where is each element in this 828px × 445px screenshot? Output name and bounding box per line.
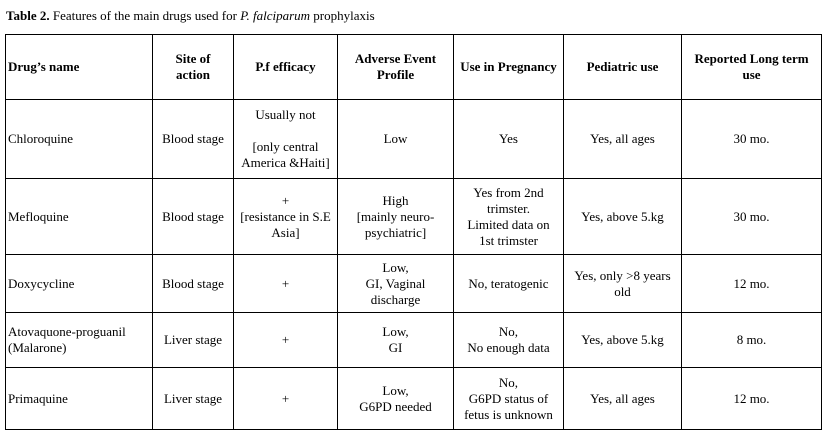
cell-pf-efficacy: + xyxy=(234,255,338,313)
table-caption xyxy=(6,8,375,24)
cell-adverse-event: Low, GI xyxy=(338,313,454,368)
cell-site-of-action: Blood stage xyxy=(153,255,234,313)
cell-drug-name: Mefloquine xyxy=(6,179,153,255)
header-drug-name: Drug’s name xyxy=(6,35,153,100)
cell-drug-name: Doxycycline xyxy=(6,255,153,313)
drug-features-table xyxy=(5,34,822,430)
cell-pf-efficacy: + xyxy=(234,368,338,430)
cell-pediatric: Yes, above 5.kg xyxy=(564,179,682,255)
cell-pf-efficacy: Usually not [only central America &Haiti] xyxy=(234,100,338,179)
caption-text: Features of the main drugs used for xyxy=(52,8,237,23)
caption-species: P. falciparum xyxy=(240,8,311,23)
table-row xyxy=(6,179,822,255)
table-row xyxy=(6,255,822,313)
table-row xyxy=(6,368,822,430)
header-long-term-use: Reported Long term use xyxy=(682,35,822,100)
cell-drug-name: Primaquine xyxy=(6,368,153,430)
cell-long-term-use: 30 mo. xyxy=(682,179,822,255)
caption-label: Table 2. xyxy=(6,8,50,23)
cell-site-of-action: Blood stage xyxy=(153,179,234,255)
header-pf-efficacy: P.f efficacy xyxy=(234,35,338,100)
cell-pregnancy: Yes xyxy=(454,100,564,179)
cell-pf-efficacy: + xyxy=(234,313,338,368)
cell-pf-efficacy: + [resistance in S.E Asia] xyxy=(234,179,338,255)
header-row xyxy=(6,35,822,100)
cell-long-term-use: 12 mo. xyxy=(682,368,822,430)
cell-pregnancy: No, G6PD status of fetus is unknown xyxy=(454,368,564,430)
cell-pediatric: Yes, all ages xyxy=(564,100,682,179)
header-adverse-event: Adverse Event Profile xyxy=(338,35,454,100)
cell-pregnancy: No, teratogenic xyxy=(454,255,564,313)
cell-drug-name: Chloroquine xyxy=(6,100,153,179)
cell-long-term-use: 8 mo. xyxy=(682,313,822,368)
header-pregnancy: Use in Pregnancy xyxy=(454,35,564,100)
cell-adverse-event: High [mainly neuro- psychiatric] xyxy=(338,179,454,255)
cell-drug-name: Atovaquone-proguanil (Malarone) xyxy=(6,313,153,368)
header-pediatric: Pediatric use xyxy=(564,35,682,100)
cell-site-of-action: Blood stage xyxy=(153,100,234,179)
cell-adverse-event: Low, GI, Vaginal discharge xyxy=(338,255,454,313)
cell-adverse-event: Low, G6PD needed xyxy=(338,368,454,430)
cell-adverse-event: Low xyxy=(338,100,454,179)
table-row xyxy=(6,100,822,179)
cell-site-of-action: Liver stage xyxy=(153,313,234,368)
table-row xyxy=(6,313,822,368)
cell-pediatric: Yes, all ages xyxy=(564,368,682,430)
cell-pediatric: Yes, only >8 years old xyxy=(564,255,682,313)
header-site-of-action: Site of action xyxy=(153,35,234,100)
cell-long-term-use: 30 mo. xyxy=(682,100,822,179)
cell-pregnancy: No, No enough data xyxy=(454,313,564,368)
cell-site-of-action: Liver stage xyxy=(153,368,234,430)
cell-pediatric: Yes, above 5.kg xyxy=(564,313,682,368)
cell-long-term-use: 12 mo. xyxy=(682,255,822,313)
cell-pregnancy: Yes from 2nd trimster. Limited data on 1st trimster xyxy=(454,179,564,255)
caption-text-end: prophylaxis xyxy=(313,8,375,23)
